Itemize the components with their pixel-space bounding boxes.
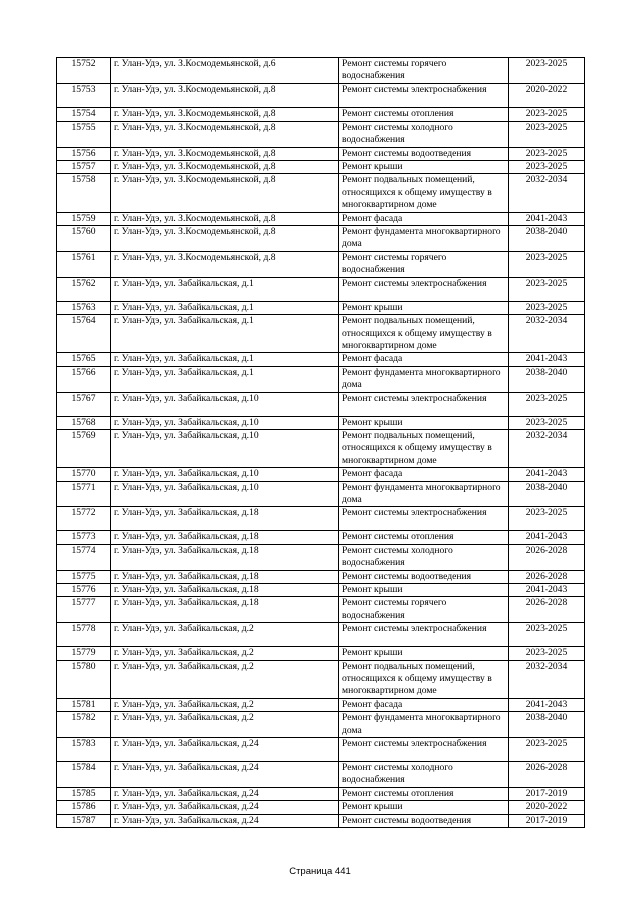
row-period: 2026-2028 xyxy=(509,762,585,788)
row-period: 2020-2022 xyxy=(509,801,585,814)
row-number: 15777 xyxy=(57,597,111,623)
row-work-type: Ремонт системы холодного водоснабжения xyxy=(339,544,509,570)
table-row xyxy=(57,226,585,252)
row-number: 15764 xyxy=(57,315,111,353)
row-address: г. Улан-Удэ, ул. З.Космодемьянской, д.8 xyxy=(111,161,339,174)
row-period: 2023-2025 xyxy=(509,301,585,314)
table-row xyxy=(57,787,585,800)
row-period: 2023-2025 xyxy=(509,58,585,84)
table-row xyxy=(57,597,585,623)
table-row xyxy=(57,366,585,392)
row-work-type: Ремонт крыши xyxy=(339,647,509,660)
row-work-type: Ремонт системы электроснабжения xyxy=(339,623,509,647)
table-row xyxy=(57,544,585,570)
table-row xyxy=(57,353,585,366)
table-row xyxy=(57,584,585,597)
row-address: г. Улан-Удэ, ул. Забайкальская, д.18 xyxy=(111,544,339,570)
row-work-type: Ремонт системы электроснабжения xyxy=(339,738,509,762)
row-period: 2023-2025 xyxy=(509,161,585,174)
row-work-type: Ремонт фасада xyxy=(339,468,509,481)
table-row xyxy=(57,712,585,738)
row-work-type: Ремонт крыши xyxy=(339,416,509,429)
row-address: г. Улан-Удэ, ул. Забайкальская, д.24 xyxy=(111,762,339,788)
row-number: 15780 xyxy=(57,660,111,698)
row-work-type: Ремонт фасада xyxy=(339,698,509,711)
row-work-type: Ремонт крыши xyxy=(339,301,509,314)
row-address: г. Улан-Удэ, ул. Забайкальская, д.1 xyxy=(111,353,339,366)
row-number: 15758 xyxy=(57,174,111,212)
row-period: 2041-2043 xyxy=(509,531,585,544)
row-number: 15778 xyxy=(57,623,111,647)
row-period: 2041-2043 xyxy=(509,584,585,597)
row-work-type: Ремонт подвальных помещений, относящихся к общему имуществу в многоквартирном доме xyxy=(339,315,509,353)
row-period: 2023-2025 xyxy=(509,647,585,660)
row-address: г. Улан-Удэ, ул. Забайкальская, д.10 xyxy=(111,468,339,481)
row-address: г. Улан-Удэ, ул. Забайкальская, д.18 xyxy=(111,570,339,583)
row-work-type: Ремонт подвальных помещений, относящихся к общему имуществу в многоквартирном доме xyxy=(339,660,509,698)
row-address: г. Улан-Удэ, ул. Забайкальская, д.2 xyxy=(111,660,339,698)
row-period: 2017-2019 xyxy=(509,787,585,800)
row-work-type: Ремонт системы электроснабжения xyxy=(339,507,509,531)
row-period: 2023-2025 xyxy=(509,623,585,647)
row-work-type: Ремонт крыши xyxy=(339,161,509,174)
row-work-type: Ремонт системы горячего водоснабжения xyxy=(339,58,509,84)
table-row xyxy=(57,107,585,121)
row-number: 15782 xyxy=(57,712,111,738)
row-address: г. Улан-Удэ, ул. З.Космодемьянской, д.8 xyxy=(111,121,339,147)
row-period: 2041-2043 xyxy=(509,212,585,225)
row-number: 15761 xyxy=(57,251,111,277)
row-period: 2017-2019 xyxy=(509,814,585,827)
row-work-type: Ремонт системы холодного водоснабжения xyxy=(339,762,509,788)
row-work-type: Ремонт крыши xyxy=(339,801,509,814)
table-row xyxy=(57,468,585,481)
row-address: г. Улан-Удэ, ул. Забайкальская, д.2 xyxy=(111,647,339,660)
row-period: 2032-2034 xyxy=(509,429,585,467)
table-row xyxy=(57,147,585,160)
row-address: г. Улан-Удэ, ул. Забайкальская, д.10 xyxy=(111,429,339,467)
table-row xyxy=(57,762,585,788)
row-number: 15757 xyxy=(57,161,111,174)
row-work-type: Ремонт фасада xyxy=(339,212,509,225)
table-row xyxy=(57,481,585,507)
row-work-type: Ремонт системы холодного водоснабжения xyxy=(339,121,509,147)
row-number: 15772 xyxy=(57,507,111,531)
repair-schedule-table xyxy=(56,57,585,828)
row-period: 2023-2025 xyxy=(509,416,585,429)
row-period: 2032-2034 xyxy=(509,174,585,212)
row-address: г. Улан-Удэ, ул. З.Космодемьянской, д.8 xyxy=(111,147,339,160)
row-address: г. Улан-Удэ, ул. З.Космодемьянской, д.8 xyxy=(111,174,339,212)
table-row xyxy=(57,251,585,277)
row-period: 2023-2025 xyxy=(509,392,585,416)
row-number: 15783 xyxy=(57,738,111,762)
table-row xyxy=(57,174,585,212)
row-work-type: Ремонт системы электроснабжения xyxy=(339,277,509,301)
row-work-type: Ремонт системы электроснабжения xyxy=(339,392,509,416)
table-row xyxy=(57,58,585,84)
row-address: г. Улан-Удэ, ул. Забайкальская, д.18 xyxy=(111,531,339,544)
row-period: 2032-2034 xyxy=(509,660,585,698)
row-address: г. Улан-Удэ, ул. Забайкальская, д.18 xyxy=(111,597,339,623)
row-number: 15770 xyxy=(57,468,111,481)
row-period: 2020-2022 xyxy=(509,83,585,107)
row-address: г. Улан-Удэ, ул. Забайкальская, д.24 xyxy=(111,787,339,800)
row-work-type: Ремонт системы водоотведения xyxy=(339,570,509,583)
row-work-type: Ремонт фундамента многоквартирного дома xyxy=(339,226,509,252)
row-period: 2041-2043 xyxy=(509,468,585,481)
row-period: 2023-2025 xyxy=(509,147,585,160)
row-period: 2038-2040 xyxy=(509,226,585,252)
row-number: 15768 xyxy=(57,416,111,429)
row-address: г. Улан-Удэ, ул. Забайкальская, д.1 xyxy=(111,301,339,314)
table-row xyxy=(57,416,585,429)
row-number: 15771 xyxy=(57,481,111,507)
page-number: Страница 441 xyxy=(289,866,351,877)
row-work-type: Ремонт крыши xyxy=(339,584,509,597)
row-work-type: Ремонт подвальных помещений, относящихся к общему имуществу в многоквартирном доме xyxy=(339,174,509,212)
row-work-type: Ремонт системы отопления xyxy=(339,787,509,800)
row-number: 15752 xyxy=(57,58,111,84)
row-address: г. Улан-Удэ, ул. З.Космодемьянской, д.8 xyxy=(111,107,339,121)
row-period: 2041-2043 xyxy=(509,698,585,711)
row-address: г. Улан-Удэ, ул. Забайкальская, д.24 xyxy=(111,814,339,827)
table-row xyxy=(57,801,585,814)
table-body xyxy=(57,58,585,828)
row-address: г. Улан-Удэ, ул. З.Космодемьянской, д.8 xyxy=(111,212,339,225)
row-address: г. Улан-Удэ, ул. Забайкальская, д.2 xyxy=(111,623,339,647)
row-number: 15784 xyxy=(57,762,111,788)
row-period: 2026-2028 xyxy=(509,544,585,570)
row-number: 15765 xyxy=(57,353,111,366)
row-number: 15769 xyxy=(57,429,111,467)
table-row xyxy=(57,660,585,698)
table-row xyxy=(57,83,585,107)
table-row xyxy=(57,507,585,531)
row-number: 15773 xyxy=(57,531,111,544)
row-period: 2041-2043 xyxy=(509,353,585,366)
row-period: 2023-2025 xyxy=(509,277,585,301)
row-period: 2026-2028 xyxy=(509,570,585,583)
row-address: г. Улан-Удэ, ул. З.Космодемьянской, д.8 xyxy=(111,226,339,252)
row-work-type: Ремонт системы горячего водоснабжения xyxy=(339,251,509,277)
row-address: г. Улан-Удэ, ул. З.Космодемьянской, д.8 xyxy=(111,251,339,277)
table-row xyxy=(57,531,585,544)
row-work-type: Ремонт системы водоотведения xyxy=(339,814,509,827)
row-number: 15776 xyxy=(57,584,111,597)
table-row xyxy=(57,121,585,147)
table-row xyxy=(57,570,585,583)
row-period: 2026-2028 xyxy=(509,597,585,623)
row-number: 15759 xyxy=(57,212,111,225)
row-address: г. Улан-Удэ, ул. Забайкальская, д.1 xyxy=(111,366,339,392)
row-number: 15787 xyxy=(57,814,111,827)
row-work-type: Ремонт системы водоотведения xyxy=(339,147,509,160)
row-work-type: Ремонт фасада xyxy=(339,353,509,366)
row-number: 15786 xyxy=(57,801,111,814)
row-address: г. Улан-Удэ, ул. Забайкальская, д.18 xyxy=(111,507,339,531)
row-period: 2023-2025 xyxy=(509,507,585,531)
row-work-type: Ремонт фундамента многоквартирного дома xyxy=(339,366,509,392)
row-period: 2038-2040 xyxy=(509,366,585,392)
row-address: г. Улан-Удэ, ул. З.Космодемьянской, д.6 xyxy=(111,58,339,84)
row-period: 2023-2025 xyxy=(509,738,585,762)
row-address: г. Улан-Удэ, ул. Забайкальская, д.24 xyxy=(111,738,339,762)
row-address: г. Улан-Удэ, ул. З.Космодемьянской, д.8 xyxy=(111,83,339,107)
table-row xyxy=(57,647,585,660)
table-row xyxy=(57,161,585,174)
table-row xyxy=(57,698,585,711)
row-number: 15754 xyxy=(57,107,111,121)
table-row xyxy=(57,429,585,467)
row-number: 15760 xyxy=(57,226,111,252)
row-address: г. Улан-Удэ, ул. Забайкальская, д.2 xyxy=(111,698,339,711)
row-period: 2023-2025 xyxy=(509,107,585,121)
row-number: 15775 xyxy=(57,570,111,583)
row-work-type: Ремонт системы отопления xyxy=(339,107,509,121)
table-row xyxy=(57,814,585,827)
row-work-type: Ремонт системы горячего водоснабжения xyxy=(339,597,509,623)
row-number: 15785 xyxy=(57,787,111,800)
row-number: 15756 xyxy=(57,147,111,160)
row-work-type: Ремонт подвальных помещений, относящихся к общему имуществу в многоквартирном доме xyxy=(339,429,509,467)
row-number: 15755 xyxy=(57,121,111,147)
row-period: 2038-2040 xyxy=(509,481,585,507)
row-address: г. Улан-Удэ, ул. Забайкальская, д.24 xyxy=(111,801,339,814)
table-row xyxy=(57,738,585,762)
table-row xyxy=(57,301,585,314)
row-period: 2023-2025 xyxy=(509,251,585,277)
row-work-type: Ремонт фундамента многоквартирного дома xyxy=(339,712,509,738)
table-row xyxy=(57,277,585,301)
row-address: г. Улан-Удэ, ул. Забайкальская, д.1 xyxy=(111,315,339,353)
table-row xyxy=(57,392,585,416)
row-number: 15762 xyxy=(57,277,111,301)
table-row xyxy=(57,315,585,353)
row-address: г. Улан-Удэ, ул. Забайкальская, д.18 xyxy=(111,584,339,597)
table-row xyxy=(57,623,585,647)
row-address: г. Улан-Удэ, ул. Забайкальская, д.1 xyxy=(111,277,339,301)
row-period: 2032-2034 xyxy=(509,315,585,353)
row-work-type: Ремонт фундамента многоквартирного дома xyxy=(339,481,509,507)
row-work-type: Ремонт системы отопления xyxy=(339,531,509,544)
row-period: 2038-2040 xyxy=(509,712,585,738)
row-number: 15766 xyxy=(57,366,111,392)
table-row xyxy=(57,212,585,225)
row-address: г. Улан-Удэ, ул. Забайкальская, д.10 xyxy=(111,416,339,429)
row-address: г. Улан-Удэ, ул. Забайкальская, д.10 xyxy=(111,392,339,416)
row-address: г. Улан-Удэ, ул. Забайкальская, д.10 xyxy=(111,481,339,507)
row-number: 15774 xyxy=(57,544,111,570)
row-number: 15763 xyxy=(57,301,111,314)
row-period: 2023-2025 xyxy=(509,121,585,147)
row-number: 15779 xyxy=(57,647,111,660)
row-address: г. Улан-Удэ, ул. Забайкальская, д.2 xyxy=(111,712,339,738)
row-number: 15767 xyxy=(57,392,111,416)
row-number: 15781 xyxy=(57,698,111,711)
row-number: 15753 xyxy=(57,83,111,107)
row-work-type: Ремонт системы электроснабжения xyxy=(339,83,509,107)
